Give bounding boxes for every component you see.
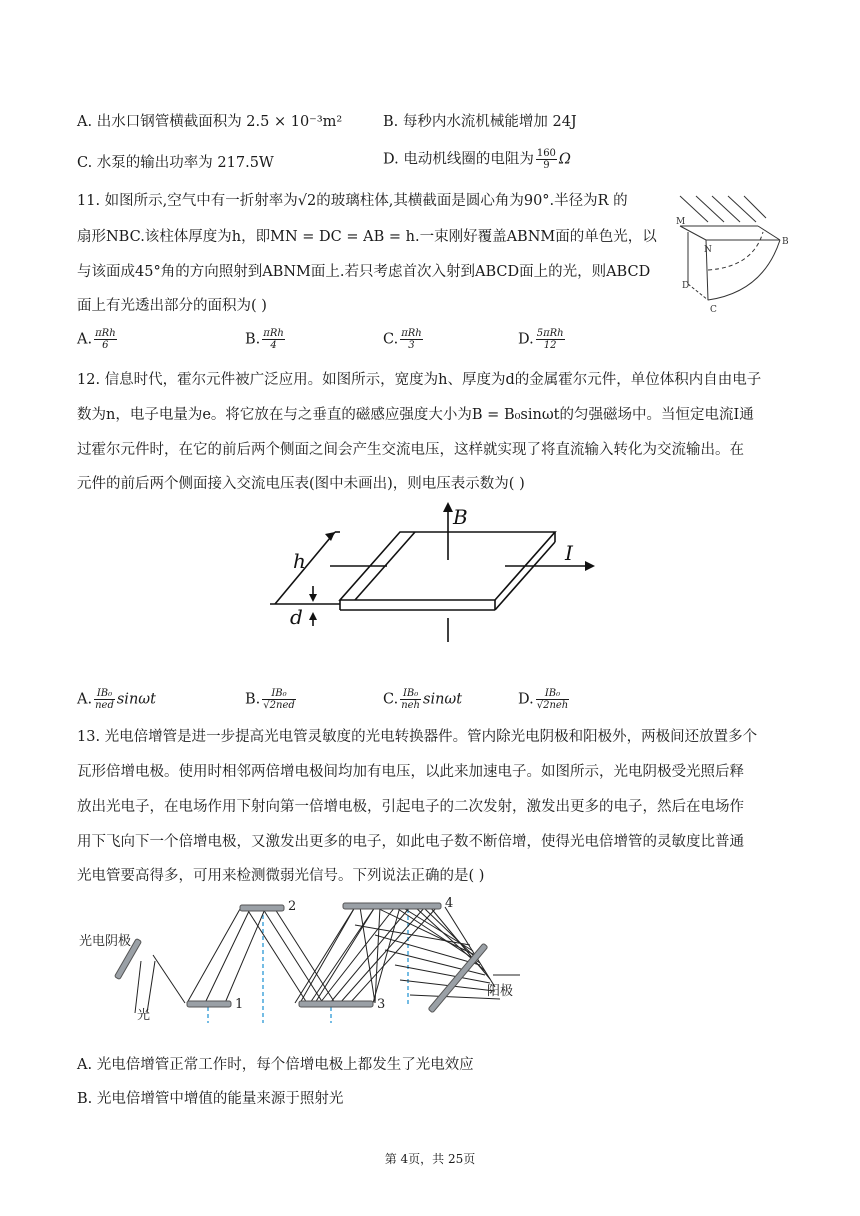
q11-line-2: 扇形NBC.该柱体厚度为h，即MN = DC = AB = h.一束刚好覆盖ABNM面的单色光，以 xyxy=(77,229,657,245)
q11-label-c: C xyxy=(710,305,717,315)
q13-label-n3: 3 xyxy=(377,997,386,1012)
q11-option-d: D. $\frac{\text{5πRh}}{12}$ xyxy=(518,328,564,351)
q12-label-b: B xyxy=(453,505,468,529)
q13-label-n2: 2 xyxy=(288,899,297,914)
q12-option-c: C. $\frac{\text{IB₀}}{\text{neh}}$ sinωt xyxy=(383,688,463,711)
q13-photomultiplier-figure xyxy=(75,895,525,1025)
q13-option-b: B. 光电倍增管中增值的能量来源于照射光 xyxy=(77,1091,344,1107)
q10-option-b: B. 每秒内水流机械能增加 24J xyxy=(383,114,577,130)
q13-label-anode: 阳极 xyxy=(487,984,514,999)
q11-option-b: B. $\frac{\text{πRh}}{4}$ xyxy=(245,328,284,351)
q13-option-a: A. 光电倍增管正常工作时，每个倍增电极上都发生了光电效应 xyxy=(77,1057,474,1073)
q12-label-i: I xyxy=(565,541,573,565)
q11-line-3: 与该面成45°角的方向照射到ABNM面上.若只考虑首次入射到ABCD面上的光，则ABCD xyxy=(77,264,651,280)
q13-label-n1: 1 xyxy=(235,997,244,1012)
q11-label-b: B xyxy=(782,237,789,247)
q10-option-a: A. 出水口钢管横截面积为 2.5 × 10⁻³m² xyxy=(77,114,343,130)
q10-option-d: D. 电动机线圈的电阻为 $\frac{160}{9}$ Ω xyxy=(383,148,571,171)
q12-line-4: 元件的前后两个侧面接入交流电压表(图中未画出)，则电压表示数为( ) xyxy=(77,476,525,492)
q12-option-a: A. $\frac{\text{IB₀}}{\text{ned}}$ sinωt xyxy=(77,688,156,711)
q11-label-n: N xyxy=(704,245,712,255)
q13-line-2: 瓦形倍增电极。使用时相邻两倍增电极间均加有电压，以此来加速电子。如图所示，光电阴极受光照后释 xyxy=(77,764,744,780)
q11-figure xyxy=(668,192,798,317)
q13-line-3: 放出光电子，在电场作用下射向第一倍增电极，引起电子的二次发射，激发出更多的电子，然后在电场作 xyxy=(77,799,744,815)
q13-line-5: 光电管要高得多，可用来检测微弱光信号。下列说法正确的是( ) xyxy=(77,868,485,884)
q11-option-c: C. $\frac{\text{πRh}}{3}$ xyxy=(383,328,422,351)
q13-label-n4: 4 xyxy=(445,896,454,911)
q10-option-c: C. 水泵的输出功率为 217.5W xyxy=(77,155,274,171)
q11-label-d: D xyxy=(682,281,690,291)
q12-label-h: h xyxy=(293,549,306,573)
q12-hall-figure xyxy=(265,500,605,650)
q11-label-m: M xyxy=(676,217,686,227)
q11-line-1: 11. 如图所示,空气中有一折射率为√2的玻璃柱体,其横截面是圆心角为90°.半径为R 的 xyxy=(77,193,628,209)
q11-line-4: 面上有光透出部分的面积为( ) xyxy=(77,298,267,314)
q12-line-1: 12. 信息时代，霍尔元件被广泛应用。如图所示，宽度为h、厚度为d的金属霍尔元件，单位体积内自由电子 xyxy=(77,372,762,388)
q12-line-2: 数为n，电子电量为e。将它放在与之垂直的磁感应强度大小为B = B₀sinωt的匀强磁场中。当恒定电流I通 xyxy=(77,407,754,423)
q11-option-a: A. $\frac{\text{πRh}}{6}$ xyxy=(77,328,116,351)
q10-option-d-prefix: D. 电动机线圈的电阻为 xyxy=(383,151,534,168)
page-footer: 第 4页，共 25页 xyxy=(384,1152,476,1166)
q10-option-d-fraction: $\frac{160}{9}$ xyxy=(536,148,556,171)
q13-label-cathode: 光电阴极 xyxy=(79,934,132,949)
q12-option-d: D. $\frac{\text{IB₀}}{\text{√2neh}}$ xyxy=(518,688,569,711)
q13-line-4: 用下飞向下一个倍增电极，又激发出更多的电子，如此电子数不断倍增，使得光电倍增管的灵敏度比普通 xyxy=(77,834,744,850)
q13-line-1: 13. 光电倍增管是进一步提高光电管灵敏度的光电转换器件。管内除光电阴极和阳极外，两极间还放置多个 xyxy=(77,729,758,745)
q12-option-b: B. $\frac{\text{IB₀}}{\text{√2ned}}$ xyxy=(245,688,295,711)
q13-label-light: 光 xyxy=(137,1008,151,1023)
q12-line-3: 过霍尔元件时，在它的前后两个侧面之间会产生交流电压，这样就实现了将直流输入转化为交流输出。在 xyxy=(77,442,744,458)
q12-label-d: d xyxy=(290,605,303,629)
